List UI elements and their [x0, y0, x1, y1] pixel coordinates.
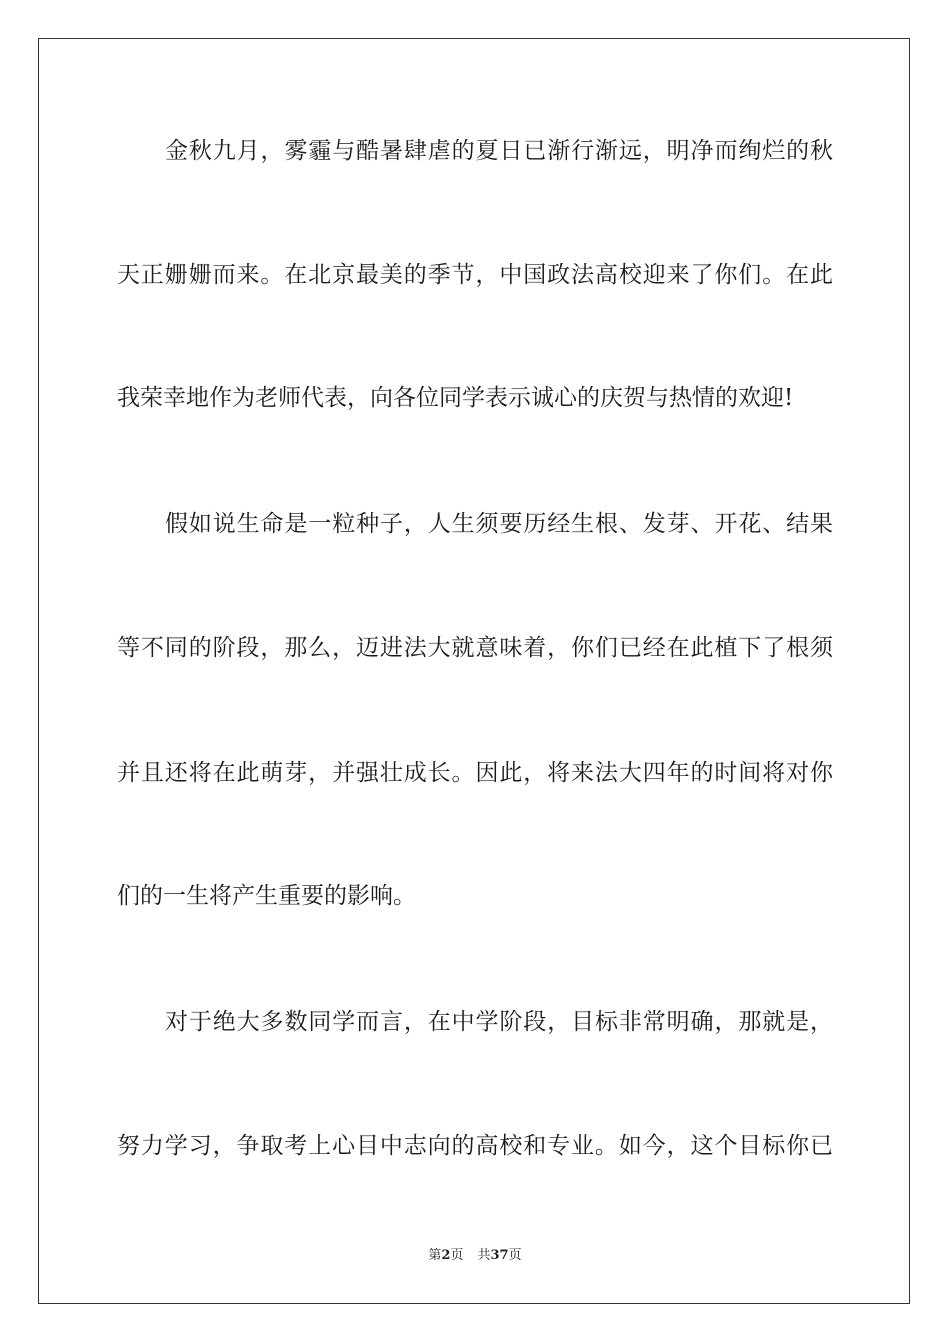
- footer-page-number: 2: [441, 1248, 451, 1263]
- footer-total-prefix: 共: [477, 1248, 491, 1263]
- paragraph-2-line-3: 并且还将在此萌芽，并强壮成长。因此，将来法大四年的时间将对你: [117, 760, 833, 786]
- page-border: [38, 38, 910, 1304]
- footer-page-prefix: 第: [428, 1248, 442, 1263]
- paragraph-2-line-2: 等不同的阶段，那么，迈进法大就意味着，你们已经在此植下了根须: [117, 635, 833, 661]
- paragraph-1-line-2: 天正姗姗而来。在北京最美的季节，中国政法高校迎来了你们。在此: [117, 262, 833, 288]
- paragraph-2-line-1: 假如说生命是一粒种子，人生须要历经生根、发芽、开花、结果: [165, 511, 833, 537]
- paragraph-1-line-3: 我荣幸地作为老师代表，向各位同学表示诚心的庆贺与热情的欢迎!: [117, 385, 794, 411]
- paragraph-3-line-1: 对于绝大多数同学而言，在中学阶段，目标非常明确，那就是，: [165, 1009, 833, 1035]
- page-footer: [0, 1247, 950, 1265]
- footer-total-number: 37: [490, 1248, 509, 1263]
- paragraph-2-line-4: 们的一生将产生重要的影响。: [117, 883, 416, 909]
- paragraph-1-line-1: 金秋九月，雾霾与酷暑肆虐的夏日已渐行渐远，明净而绚烂的秋: [165, 138, 833, 164]
- paragraph-3-line-2: 努力学习，争取考上心目中志向的高校和专业。如今，这个目标你已: [117, 1133, 833, 1159]
- footer-total-suffix: 页: [508, 1248, 522, 1263]
- footer-page-suffix: 页: [450, 1248, 464, 1263]
